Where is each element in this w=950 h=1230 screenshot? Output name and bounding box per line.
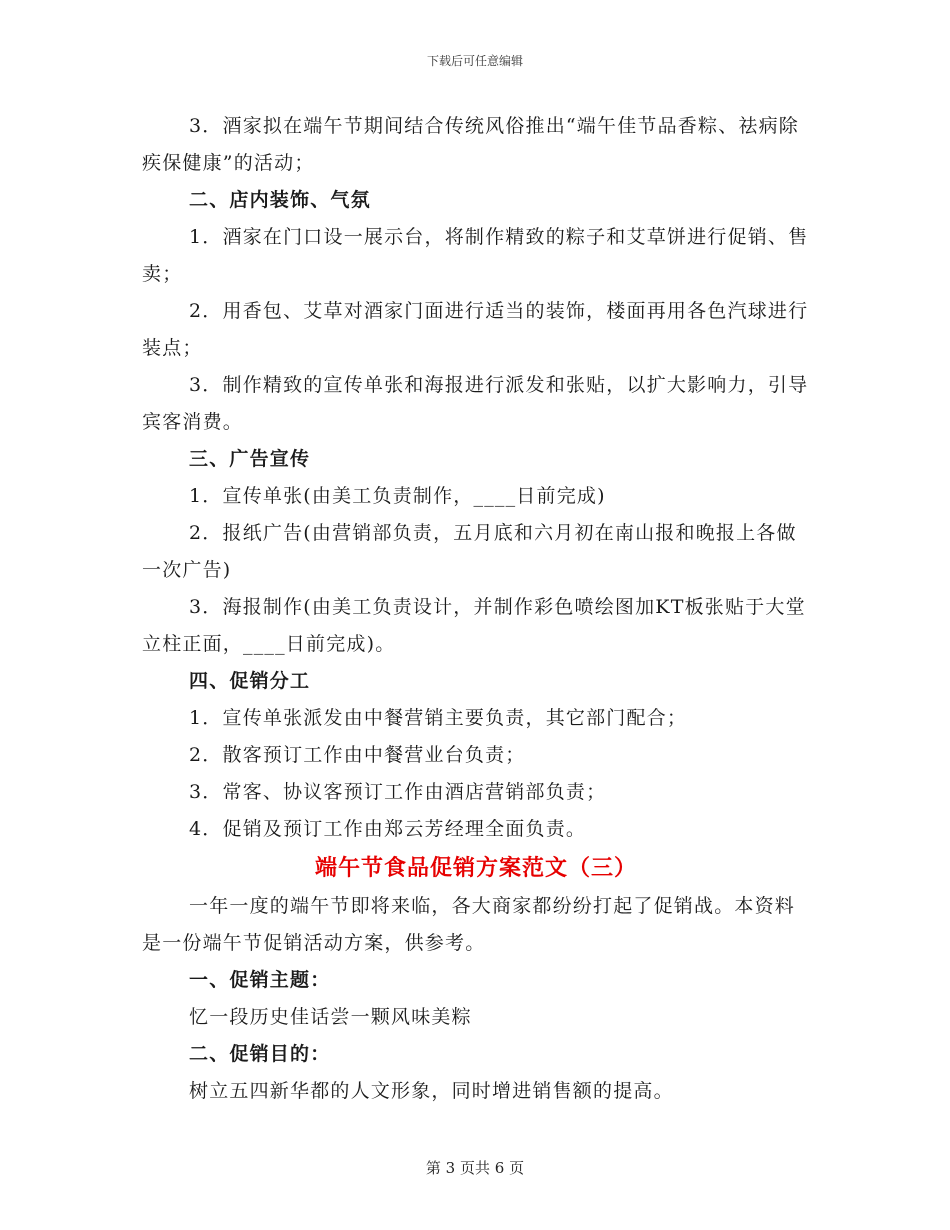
section2-heading: 二、店内装饰、气氛 <box>189 189 371 211</box>
section2-item-1: 1．酒家在门口设一展示台，将制作精致的粽子和艾草饼进行促销、售卖； <box>142 226 809 285</box>
section4-item-3: 3．常客、协议客预订工作由酒店营销部负责； <box>189 781 607 803</box>
promo-theme-heading: 一、促销主题： <box>189 969 331 991</box>
section2-item-2: 2．用香包、艾草对酒家门面进行适当的装饰，楼面再用各色汽球进行装点； <box>142 300 809 359</box>
section3-item-2: 2．报纸广告(由营销部负责，五月底和六月初在南山报和晚报上各做一次广告) <box>142 522 797 581</box>
document-title: 端午节食品促销方案范文（三） <box>314 855 637 881</box>
page-header: 下载后可任意编辑 <box>426 54 523 68</box>
section4-item-1: 1．宣传单张派发由中餐营销主要负责，其它部门配合； <box>189 707 688 729</box>
promo-purpose-text: 树立五四新华都的人文形象，同时增进销售额的提高。 <box>189 1080 674 1102</box>
page-footer: 第 3 页共 6 页 <box>425 1159 525 1177</box>
section3-heading: 三、广告宣传 <box>189 448 311 470</box>
section4-item-2: 2．散客预订工作由中餐营业台负责； <box>189 744 526 766</box>
section4-item-4: 4．促销及预订工作由郑云芳经理全面负责。 <box>189 818 587 840</box>
section3-item-1: 1．宣传单张(由美工负责制作，____日前完成) <box>189 485 606 507</box>
section4-heading: 四、促销分工 <box>189 670 311 692</box>
promo-theme-text: 忆一段历史佳话尝一颗风味美粽 <box>189 1006 472 1028</box>
doc3-intro: 一年一度的端午节即将来临，各大商家都纷纷打起了促销战。本资料是一份端午节促销活动方案，供参考。 <box>142 895 796 954</box>
section2-item-3: 3．制作精致的宣传单张和海报进行派发和张贴，以扩大影响力，引导宾客消费。 <box>142 374 809 433</box>
document-body <box>142 108 810 1110</box>
section1-item-3: 3．酒家拟在端午节期间结合传统风俗推出“端午佳节品香粽、祛病除疾保健康”的活动； <box>142 115 800 174</box>
promo-purpose-heading: 二、促销目的： <box>189 1043 331 1065</box>
section3-item-3: 3．海报制作(由美工负责设计，并制作彩色喷绘图加KT板张贴于大堂立柱正面，____日前完成)。 <box>142 596 806 655</box>
